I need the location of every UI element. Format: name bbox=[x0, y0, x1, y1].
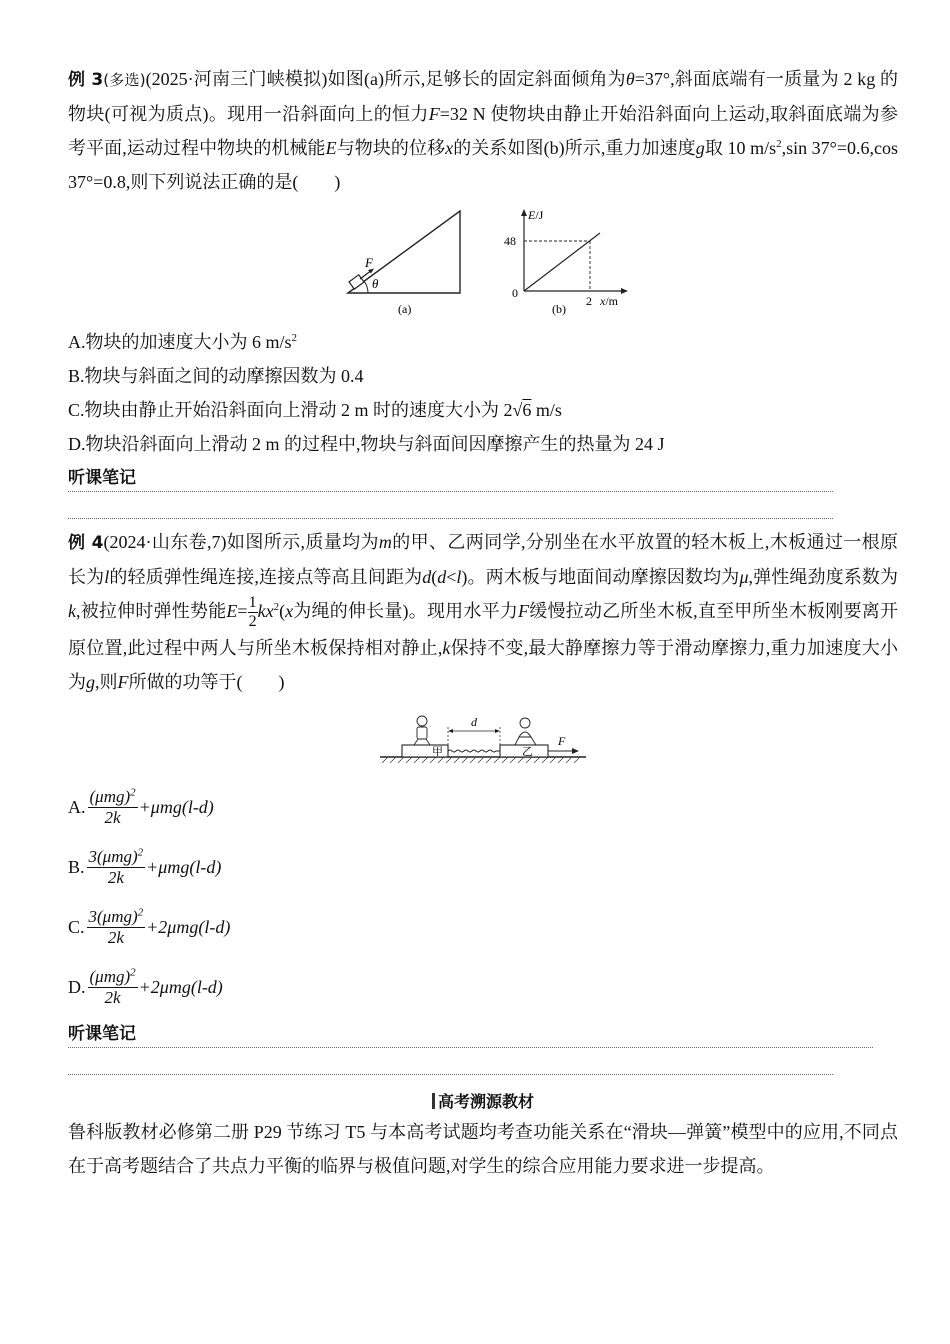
incline-triangle bbox=[348, 211, 460, 293]
tick-2: 2 bbox=[585, 294, 592, 308]
person-jia-icon bbox=[414, 716, 430, 745]
example-4-option-a[interactable]: A. $\frac{(\mu mg)^2}{2k}$ +μmg(l-d) bbox=[68, 786, 214, 827]
example-4-stem: 例 4(2024·山东卷,7)如图所示,质量均为m的甲、乙两同学,分别坐在水平放置的轻木板上,木板通过一根原长为l的轻质弹性绳连接,连接点等高且间距为d(d<l)。两木板与地面间动摩擦因数均为μ,弹性绳劲度系数为k,被拉伸时弹性势能E= $\frac{1}{2}$ $kx^2(x$为绳的伸长量)。现用水平力F缓慢拉动乙所坐木板,直至甲所坐木板刚要离开原位置,此过程中两人与所坐木板保持相对静止,k保持不变,最大静摩擦力等于滑动摩擦力,重力加速度大小为g,则F所做的功等于( ) bbox=[68, 532, 899, 693]
example-3-option-c[interactable]: C.物块由静止开始沿斜面向上滑动 2 m 时的速度大小为 2√6 m/s bbox=[68, 400, 562, 420]
person-yi-icon bbox=[515, 718, 536, 745]
fraction: $\frac{3(\mu mg)^2}{2k}$ bbox=[88, 846, 144, 887]
multi-choice-tag: (多选) bbox=[103, 71, 146, 89]
example-3-figures bbox=[68, 207, 898, 319]
source-section-text: 鲁科版教材必修第二册 P29 节练习 T5 与本高考试题均考查功能关系在“滑块—弹簧”模型中的应用,不同点在于高考题结合了共点力平衡的临界与极值问题,对学生的综合应用能力要求进一步提高。 bbox=[68, 1122, 898, 1177]
angle-label: θ bbox=[371, 276, 378, 291]
example-3-option-d[interactable]: D.物块沿斜面向上滑动 2 m 的过程中,物块与斜面间因摩擦产生的热量为 24 J bbox=[68, 434, 665, 454]
page bbox=[68, 62, 898, 1183]
caption-a: (a) bbox=[397, 302, 411, 316]
example-3-label: 例 3 bbox=[68, 70, 104, 90]
source-section-title: 高考溯源教材 bbox=[68, 1089, 898, 1115]
angle-arc bbox=[364, 281, 368, 293]
example-3-notes-line bbox=[68, 492, 833, 519]
label-yi: 乙 bbox=[522, 746, 533, 759]
incline-figure-a bbox=[338, 207, 468, 319]
example-4-notes-heading: 听课笔记 bbox=[68, 1021, 873, 1048]
energy-graph-b bbox=[504, 207, 629, 319]
caption-b: (b) bbox=[551, 302, 566, 316]
example-4-source: (2024·山东卷,7) bbox=[103, 532, 227, 552]
boards-figure bbox=[378, 713, 588, 771]
force-label: F bbox=[364, 255, 373, 270]
ground-hatch bbox=[382, 757, 580, 763]
fraction: $\frac{(\mu mg)^2}{2k}$ bbox=[89, 786, 136, 827]
example-4-option-c[interactable]: C. $\frac{3(\mu mg)^2}{2k}$ +2μmg(l-d) bbox=[68, 906, 231, 947]
example-3-option-b[interactable]: B.物块与斜面之间的动摩擦因数为 0.4 bbox=[68, 366, 364, 386]
distance-label: d bbox=[471, 715, 477, 730]
fraction: $\frac{3(\mu mg)^2}{2k}$ bbox=[88, 906, 144, 947]
origin-label: 0 bbox=[511, 286, 518, 300]
x-axis-label: x/m bbox=[599, 294, 618, 308]
fraction: $\frac{(\mu mg)^2}{2k}$ bbox=[89, 966, 136, 1007]
pull-force-label: F bbox=[558, 734, 566, 749]
example-3-notes-heading: 听课笔记 bbox=[68, 465, 833, 492]
label-jia: 甲 bbox=[432, 746, 443, 759]
example-3-option-a[interactable]: A.物块的加速度大小为 6 $m/s^2$ bbox=[68, 332, 298, 352]
half-fraction: $\frac{1}{2}$ bbox=[248, 594, 257, 631]
example-4-option-b[interactable]: B. $\frac{3(\mu mg)^2}{2k}$ +μmg(l-d) bbox=[68, 846, 222, 887]
example-4-option-d[interactable]: D. $\frac{(\mu mg)^2}{2k}$ +2μmg(l-d) bbox=[68, 966, 223, 1007]
sqrt-symbol: √ bbox=[512, 400, 523, 420]
example-3-source: (2025·河南三门峡模拟) bbox=[145, 69, 328, 89]
example-4-label: 例 4 bbox=[68, 533, 104, 553]
y-axis-label: E/J bbox=[527, 208, 543, 222]
example-4-figure bbox=[68, 713, 898, 771]
energy-line bbox=[524, 233, 600, 291]
section-bar-icon bbox=[432, 1093, 435, 1109]
example-3-stem: 例 3(多选)(2025·河南三门峡模拟)如图(a)所示,足够长的固定斜面倾角为θ=37°,斜面底端有一质量为 2 kg 的物块(可视为质点)。现用一沿斜面向上的恒力F=32 N 使物块由静止开始沿斜面向上运动,取斜面底端为参考平面,运动过程中物块的机械能E与物块的位移x的关系如图(b)所示,重力加速度g取 10 $m/s^2,\sin$ 37°=0.6,cos 37°=0.8,则下列说法正确的是( ) bbox=[68, 69, 899, 192]
tick-48: 48 bbox=[503, 234, 516, 248]
elastic-rope bbox=[448, 750, 500, 752]
example-4-notes-line bbox=[68, 1048, 833, 1075]
